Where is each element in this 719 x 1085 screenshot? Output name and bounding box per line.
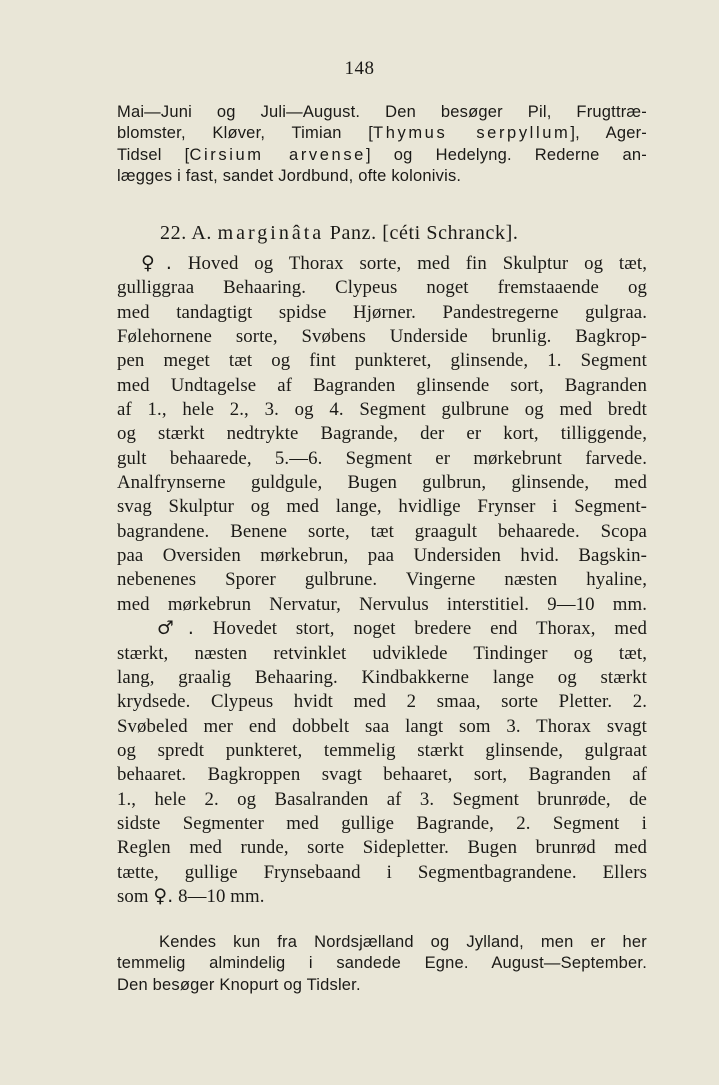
species-genus: A. (191, 222, 212, 244)
distribution-paragraph (117, 932, 647, 996)
text-line: gulliggraa Behaaring. Clypeus noget fremstaaende og (117, 277, 647, 299)
text-line: ♂. Hovedet stort, noget bredere end Thorax, med (157, 618, 648, 640)
female-symbol-icon: ♀. (153, 885, 174, 907)
text-line: med Undtagelse af Bagranden glinsende sort, Bagranden (117, 374, 647, 396)
text-line: Kendes kun fra Nordsjælland og Jylland, men er her (159, 933, 647, 951)
female-symbol-icon: ♀. (141, 253, 172, 274)
text-line: Reglen med runde, sorte Sidepletter. Bugen brunrød med (117, 837, 647, 859)
text-line: sidste Segmenter med gullige Bagrande, 2. Segment i (117, 812, 647, 834)
text-line: Analfrynserne guldgule, Bugen gulbrun, glinsende, med (117, 472, 647, 494)
text-line: og stærkt nedtrykte Bagrande, der er kort, tilliggende, (117, 423, 647, 445)
text-line: med mørkebrun Nervatur, Nervulus interstitiel. 9—10 mm. (117, 593, 647, 615)
text-line: 1., hele 2. og Basalranden af 3. Segment brunrøde, de (117, 788, 647, 810)
text-line: som ♀. 8—10 mm. (117, 885, 265, 907)
text-line: Mai—Juni og Juli—August. Den besøger Pil, Frugttræ- (117, 103, 647, 121)
text-line: lang, graalig Behaaring. Kindbakkerne lange og stærkt (117, 666, 647, 688)
text-line: Den besøger Knopurt og Tidsler. (117, 975, 361, 994)
species-author: Panz. (329, 222, 377, 244)
text-line: Tidsel [Cirsium arvense] og Hedelyng. Rederne an- (117, 145, 648, 164)
species-synonym: [céti Schranck]. (382, 222, 519, 244)
text-line: paa Oversiden mørkebrun, paa Undersiden hvid. Bagskin- (117, 545, 647, 567)
species-name: marginâta (217, 222, 325, 244)
text-line: stærkt, næsten retvinklet udviklede Tindinger og tæt, (117, 642, 647, 664)
text-line: af 1., hele 2., 3. og 4. Segment gulbrune og med bredt (117, 399, 647, 421)
text-line: bagrandene. Benene sorte, tæt graagult behaarede. Scopa (117, 520, 647, 542)
latin-name: Cirsium arvense (189, 145, 366, 164)
text-line: og spredt punkteret, temmelig stærkt glinsende, gulgraat (117, 739, 647, 761)
species-number: 22. (160, 222, 187, 244)
text-line: krydsede. Clypeus hvidt med 2 smaa, sorte Pletter. 2. (117, 691, 647, 713)
male-symbol-icon: ♂. (157, 618, 194, 640)
text-line: behaaret. Bagkroppen svagt behaaret, sort, Bagranden af (117, 764, 647, 786)
text-line: lægges i fast, sandet Jordbund, ofte kolonivis. (117, 166, 462, 185)
text-line: Svøbeled mer end dobbelt saa langt som 3. Thorax svagt (117, 715, 647, 737)
text-line: nebenenes Sporer gulbrune. Vingerne næsten hyaline, (117, 569, 647, 591)
text-line: tætte, gullige Frynsebaand i Segmentbagrandene. Ellers (117, 861, 647, 883)
text-line: temmelig almindelig i sandede Egne. August—September. (117, 954, 647, 973)
text-line: pen meget tæt og fint punkteret, glinsende, 1. Segment (117, 350, 647, 372)
species-heading (160, 222, 519, 245)
latin-name: Thymus serpyllum (373, 124, 571, 143)
intro-paragraph (117, 102, 647, 187)
text-line: ♀. Hoved og Thorax sorte, med fin Skulptur og tæt, (141, 253, 647, 274)
text-line: med tandagtigt spidse Hjørner. Pandestregerne gulgraa. (117, 301, 647, 323)
page-number: 148 (344, 58, 375, 79)
text-line: svag Skulptur og med lange, hvidlige Frynser i Segment- (117, 496, 647, 518)
description-paragraph (117, 252, 647, 909)
text-line: gult behaarede, 5.—6. Segment er mørkebrunt farvede. (117, 447, 647, 469)
text-line: Følehornene sorte, Svøbens Underside brunlig. Bagkrop- (117, 326, 647, 348)
text-line: blomster, Kløver, Timian [Thymus serpyllum], Ager- (117, 124, 647, 143)
